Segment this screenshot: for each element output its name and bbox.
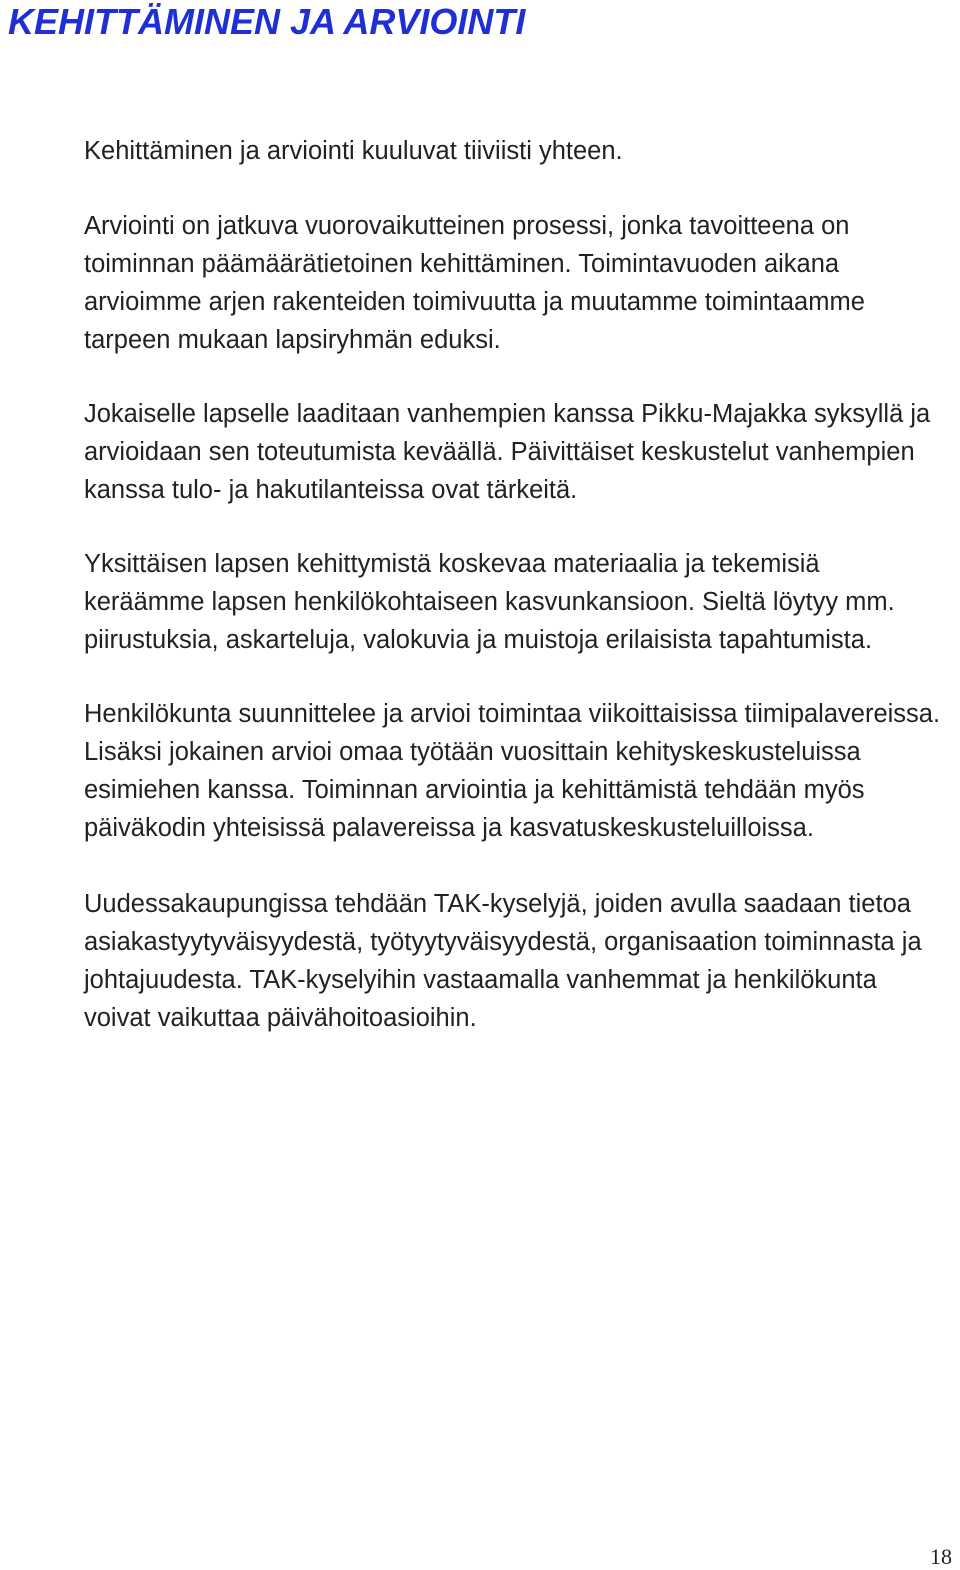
document-body: [84, 132, 944, 1037]
paragraph-growth-folder: Yksittäisen lapsen kehittymistä koskevaa materiaalia ja tekemisiä keräämme lapsen henkilökohtaiseen kasvunkansioon. Sieltä löytyy mm. piirustuksia, askarteluja, valokuvia ja muistoja erilaisista tapahtumista.: [84, 550, 895, 654]
paragraph-tak-surveys: Uudessakaupungissa tehdään TAK-kyselyjä, joiden avulla saadaan tietoa asiakastyytyväisyydestä, työtyytyväisyydestä, organisaation toiminnasta ja johtajuudesta. TAK-kyselyihin vastaamalla vanhemmat ja henkilökunta voivat vaikuttaa päivähoitoasioihin.: [84, 890, 922, 1032]
page-title: KEHITTÄMINEN JA ARVIOINTI: [8, 1, 526, 42]
paragraph-pikku-majakka: Jokaiselle lapselle laaditaan vanhempien kanssa Pikku-Majakka syksyllä ja arvioidaan sen toteutumista keväällä. Päivittäiset keskustelut vanhempien kanssa tulo- ja hakutilanteissa ovat tärkeitä.: [84, 400, 931, 504]
page-number: 18: [930, 1544, 952, 1569]
paragraph-staff-evaluation: Henkilökunta suunnittelee ja arvioi toimintaa viikoittaisissa tiimipalavereissa. Lisäksi jokainen arvioi omaa työtään vuosittain kehityskeskusteluissa esimiehen kanssa. Toiminnan arviointia ja kehittämistä tehdään myös päiväkodin yhteisissä palavereissa ja kasvatuskeskusteluilloissa.: [84, 700, 941, 842]
paragraph-intro: Kehittäminen ja arviointi kuuluvat tiiviisti yhteen.: [84, 137, 623, 165]
paragraph-evaluation-process: Arviointi on jatkuva vuorovaikutteinen prosessi, jonka tavoitteena on toiminnan päämäärätietoinen kehittäminen. Toimintavuoden aikana arvioimme arjen rakenteiden toimivuutta ja muutamme toimintaamme tarpeen mukaan lapsiryhmän eduksi.: [84, 212, 865, 354]
